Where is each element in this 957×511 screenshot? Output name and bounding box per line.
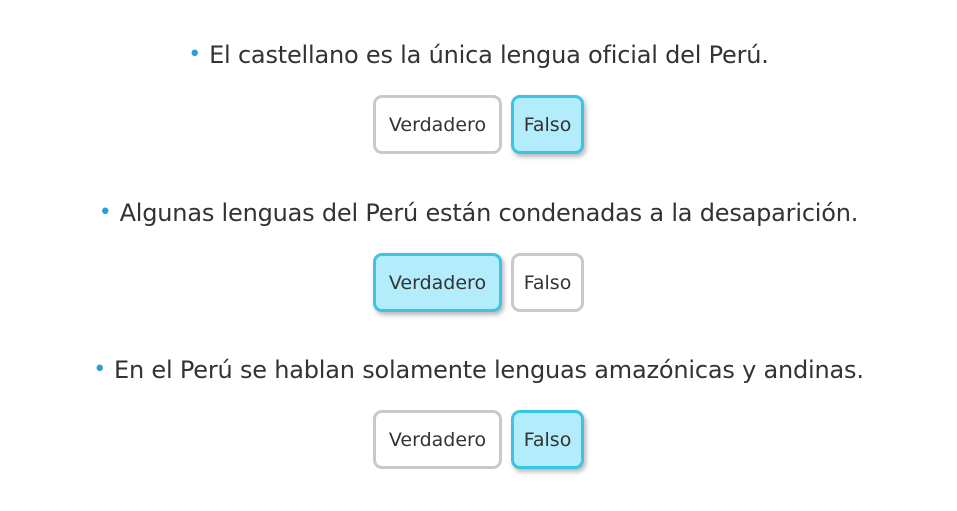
falso-button[interactable]: Falso: [511, 95, 584, 154]
verdadero-button[interactable]: Verdadero: [373, 410, 502, 469]
question-statement: [0, 193, 957, 233]
answer-options: [0, 410, 957, 470]
bullet-icon: •: [98, 200, 112, 225]
question-text: Algunas lenguas del Perú están condenadas a la desaparición.: [119, 199, 859, 227]
question-statement: [0, 350, 957, 390]
falso-button[interactable]: Falso: [511, 253, 584, 312]
question-statement: [0, 35, 957, 75]
falso-button[interactable]: Falso: [511, 410, 584, 469]
verdadero-button[interactable]: Verdadero: [373, 95, 502, 154]
verdadero-button[interactable]: Verdadero: [373, 253, 502, 312]
question-text: En el Perú se hablan solamente lenguas amazónicas y andinas.: [114, 356, 864, 384]
answer-options: [0, 253, 957, 313]
question-3: [0, 350, 957, 470]
question-2: [0, 193, 957, 313]
question-1: [0, 35, 957, 155]
question-text: El castellano es la única lengua oficial del Perú.: [209, 41, 769, 69]
answer-options: [0, 95, 957, 155]
bullet-icon: •: [93, 357, 106, 382]
bullet-icon: •: [188, 42, 202, 67]
